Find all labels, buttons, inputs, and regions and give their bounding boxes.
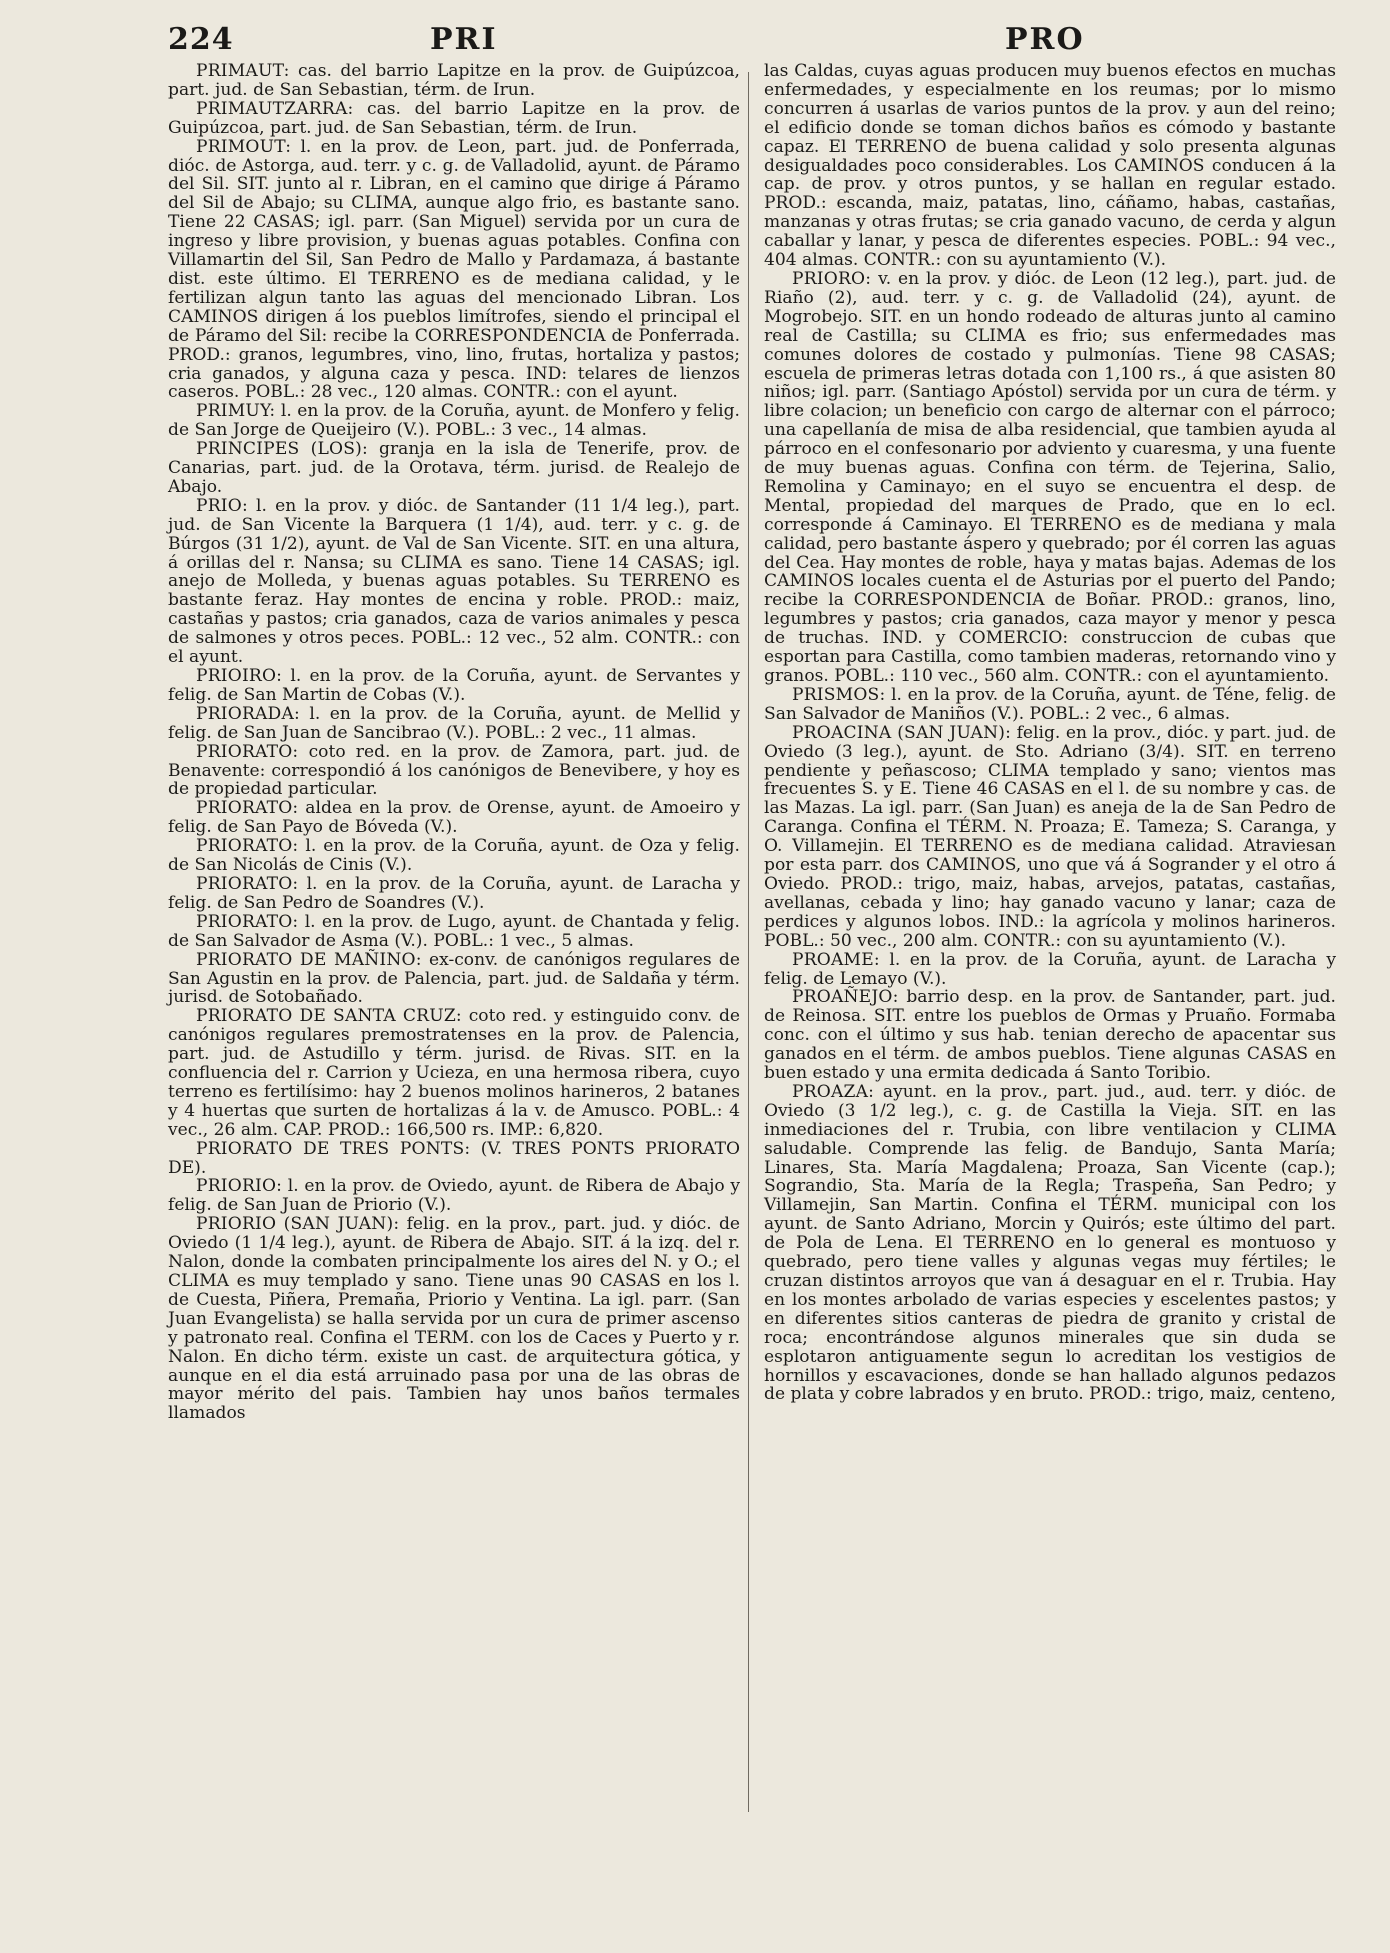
entry-headword: PRIMAUTZARRA: [196, 98, 354, 119]
entry-headword: PRIORATO DE MAÑINO: [196, 949, 422, 970]
left-column [168, 62, 740, 1423]
entry-text: ayunt. en la prov., part. jud., aud. terr. y dióc. de Oviedo (3 1/2 leg.), c. g. de Castilla la Vieja. SIT. en las inmediaciones del r. Trubia, con libre ventilacion y CLIMA saludable. Comprende las felig. de Bandujo, Santa María; Linares, Sta. María Magdalena; Proaza, San Vicente (cap.); Sograndio, Sta. María de la Regla; Traspeña, San Pedro; y Villamejin, San Martin. Confina el TÉRM. municipal con los ayunt. de Santo Adriano, Morcin y Quirós; este último del part. de Pola de Lena. El TERRENO en lo general es montuoso y quebrado, pero tiene valles y algunas vegas muy fértiles; le cruzan distintos arroyos que van á desaguar en el r. Trubia. Hay en los montes arbolado de varias especies y escelentes pastos; y en diferentes sitios canteras de piedra de granito y cristal de roca; encontrándose algunos minerales que sin duda se esplotaron antiguamente segun lo acreditan los vestigios de hornillos y escavaciones, donde se han hallado algunos pedazos de plata y cobre labrados y en bruto. PROD.: trigo, maiz, centeno, [764, 1081, 1336, 1405]
entry-text: ex-conv. de canónigos regulares de San Agustin en la prov. de Palencia, part. jud. de Saldaña y térm. jurisd. de Sotobañado. [168, 949, 740, 1008]
entry-headword: PRIORATO: [196, 741, 299, 762]
entry-text: l. en la prov. de la Coruña, ayunt. de Servantes y felig. de San Martin de Cobas (V.). [168, 666, 740, 705]
entry-text: l. en la prov. de Oviedo, ayunt. de Ribera de Abajo y felig. de San Juan de Priorio (V.). [168, 1176, 740, 1216]
entry [168, 1177, 740, 1215]
entry-headword: PRIORATO DE SANTA CRUZ: [196, 1006, 462, 1027]
page-header [0, 22, 1390, 58]
entry-text: aldea en la prov. de Orense, ayunt. de Amoeiro y felig. de San Payo de Bóveda (V.). [168, 798, 740, 838]
entry-headword: PROACINA (SAN JUAN): [792, 722, 1012, 743]
entry [168, 913, 740, 951]
page-number: 224 [168, 22, 234, 57]
entry-text: l. en la prov. de la Coruña, ayunt. de Monfero y felig. de San Jorge de Queijeiro (V.). POBL.: 3 vec., 14 almas. [168, 401, 740, 441]
entry [168, 705, 740, 743]
entry [168, 100, 740, 138]
entry [168, 1007, 740, 1139]
entry [168, 440, 740, 497]
entry [168, 667, 740, 705]
entry-headword: PRIORIO: [196, 1176, 283, 1197]
entry [168, 62, 740, 100]
entry-headword: PRIMUY: [196, 401, 276, 422]
entry-text: las Caldas, cuyas aguas producen muy buenos efectos en muchas enfermedades, y especialmente en los reumas; por lo mismo concurren á usarlas de varios puntos de la prov. y aun del reino; el edificio donde se toman dichos baños es cómodo y bastante capaz. El TERRENO de buena calidad y solo presenta algunas desigualdades poco considerables. Los CAMINOS conducen á la cap. de prov. y otros puntos, y se hallan en regular estado. PROD.: escanda, maiz, patatas, lino, cáñamo, habas, castañas, manzanas y otras frutas; se cria ganado vacuno, de cerda y algun caballar y lanar, y pesca de diferentes especies. POBL.: 94 vec., 404 almas. CONTR.: con su ayuntamiento (V.). [764, 61, 1336, 271]
entry [168, 875, 740, 913]
entry-headword: PRIORATO: [196, 873, 299, 894]
entry-text: (V. TRES PONTS PRIORATO DE). [168, 1138, 740, 1178]
entry-text: l. en la prov. de la Coruña, ayunt. de Laracha y felig. de Lemayo (V.). [764, 949, 1336, 989]
entry-text: l. en la prov. de Lugo, ayunt. de Chantada y felig. de San Salvador de Asma (V.). POBL.: 1 vec., 5 almas. [168, 911, 740, 951]
entry [168, 837, 740, 875]
entry-headword: PRIMAUT: [196, 61, 290, 81]
entry-text: v. en la prov. y dióc. de Leon (12 leg.), part. jud. de Riaño (2), aud. terr. y c. g. de Valladolid (24), ayunt. de Mogrobejo. SIT. en un hondo rodeado de alturas junto al camino real de Castilla; su CLIMA es frio; sus enfermedades mas comunes dolores de costado y pulmonías. Tiene 98 CASAS; escuela de primeras letras dotada con 1,100 rs., á que asisten 80 niños; igl. parr. (Santiago Apóstol) servida por un cura de térm. y libre colacion; un beneficio con cargo de alternar con el párroco; una capellanía de misa de alba residencial, que tambien ayuda al párroco en el confesonario por adviento y cuaresma, y una fuente de muy buenas aguas. Confina con térm. de Tejerina, Salio, Remolina y Caminayo; en el suyo se encuentra el desp. de Mental, propiedad del marques de Prado, que en lo ecl. corresponde á Caminayo. El TERRENO es de mediana y mala calidad, pero bastante áspero y quebrado; por él corren las aguas del Cea. Hay montes de roble, haya y matas bajas. Ademas de los CAMINOS locales cuenta el de Asturias por el puerto del Pando; recibe la CORRESPONDENCIA de Boñar. PROD.: granos, lino, legumbres y pastos; cria ganados, caza mayor y menor y pesca de truchas. IND. y COMERCIO: construccion de cubas que esportan para Castilla, como tambien maderas, retornando vino y granos. POBL.: 110 vec., 560 alm. CONTR.: con el ayuntamiento. [764, 268, 1336, 686]
entry-text: felig. en la prov., dióc. y part. jud. de Oviedo (3 leg.), ayunt. de Sto. Adriano (3/4). SIT. en terreno pendiente y peñascoso; CLIMA templado y sano; vientos mas frecuentes S. y E. Tiene 46 CASAS en el l. de su nombre y cas. de las Mazas. La igl. parr. (San Juan) es aneja de la de San Pedro de Caranga. Confina el TÉRM. N. Proaza; E. Tameza; S. Caranga, y O. Villamejin. El TERRENO es de mediana calidad. Atraviesan por esta parr. dos CAMINOS, uno que vá á Sogrander y el otro á Oviedo. PROD.: trigo, maiz, habas, arvejos, patatas, castañas, avellanas, cebada y lino; hay ganado vacuno y lanar; caza de perdices y algunos lobos. IND.: la agrícola y molinos harineros. POBL.: 50 vec., 200 alm. CONTR.: con su ayuntamiento (V.). [764, 722, 1337, 951]
entry [168, 138, 740, 403]
entry [168, 497, 740, 667]
entry-headword: PRIORO: [792, 268, 872, 289]
entry-headword: PRISMOS: [792, 684, 886, 705]
entry [764, 951, 1336, 989]
entry [168, 402, 740, 440]
entry [168, 799, 740, 837]
entry-text: barrio desp. en la prov. de Santander, part. jud. de Reinosa. SIT. entre los pueblos de Ormas y Pruaño. Formaba conc. con el último y sus hab. tenian derecho de apacentar sus ganados en el térm. de ambos pueblos. Tiene algunas CASAS en buen estado y una ermita dedicada á Santo Toribio. [764, 987, 1336, 1084]
entry-text: cas. del barrio Lapitze en la prov. de Guipúzcoa, part. jud. de San Sebastian, térm. de Irun. [168, 98, 740, 138]
entry [168, 1215, 740, 1423]
entry-headword: PRIORIO (SAN JUAN): [196, 1214, 400, 1235]
right-running-head: PRO [1005, 22, 1085, 57]
entry [168, 743, 740, 800]
entry-continuation [764, 62, 1336, 270]
entry-text: l. en la prov. de la Coruña, ayunt. de Laracha y felig. de San Pedro de Soandres (V.). [168, 873, 740, 913]
entry [764, 1083, 1336, 1404]
entry-headword: PRIORATO: [196, 836, 299, 857]
entry [168, 951, 740, 1008]
right-column [764, 62, 1336, 1404]
entry-headword: PRIO: [196, 495, 248, 516]
entry-text: cas. del barrio Lapitze en la prov. de Guipúzcoa, part. jud. de San Sebastian, térm. de Irun. [168, 61, 740, 100]
entry-text: l. en la prov. de la Coruña, ayunt. de Mellid y felig. de San Juan de Sancibrao (V.). POBL.: 2 vec., 11 almas. [168, 703, 740, 743]
entry-headword: PRIORATO DE TRES PONTS: [196, 1138, 471, 1159]
entry-headword: PRIORATO: [196, 798, 299, 819]
entry-text: granja en la isla de Tenerife, prov. de Canarias, part. jud. de la Orotava, térm. jurisd. de Realejo de Abajo. [168, 439, 740, 497]
entry [764, 270, 1336, 686]
entry-headword: PROAZA: [792, 1081, 875, 1102]
entry-text: felig. en la prov., part. jud. y dióc. de Oviedo (1 1/4 leg.), ayunt. de Ribera de Abajo. SIT. á la izq. del r. Nalon, donde la combaten principalmente los aires del N. y O.; el CLIMA es muy templado y sano. Tiene unas 90 CASAS en los l. de Cuesta, Piñera, Premaña, Priorio y Ventina. La igl. parr. (San Juan Evangelista) se halla servida por un cura de primer ascenso y patronato real. Confina el TERM. con los de Caces y Puerto y r. Nalon. En dicho térm. existe un cast. de arquitectura gótica, y aunque en el dia está arruinado pasa por una de las obras de mayor mérito del pais. Tambien hay unos baños termales llamados [168, 1214, 740, 1424]
entry-text: l. en la prov. de la Coruña, ayunt. de Oza y felig. de San Nicolás de Cinis (V.). [168, 836, 740, 876]
entry-text: coto red. en la prov. de Zamora, part. jud. de Benavente: correspondió á los canónigos de Benevibere, y hoy es de propiedad particular. [168, 741, 740, 800]
entry-text: l. en la prov. de la Coruña, ayunt. de Téne, felig. de San Salvador de Maniños (V.). POBL.: 2 vec., 6 almas. [764, 684, 1336, 724]
entry [764, 724, 1336, 951]
entry [764, 686, 1336, 724]
entry-headword: PRIMOUT: [196, 136, 292, 157]
entry [168, 1140, 740, 1178]
entry [764, 988, 1336, 1083]
entry-text: l. en la prov. y dióc. de Santander (11 1/4 leg.), part. jud. de San Vicente la Barquera (1 1/4), aud. terr. y c. g. de Búrgos (31 1/2), ayunt. de Val de San Vicente. SIT. en una altura, á orillas del r. Nansa; su CLIMA es sano. Tiene 14 CASAS; igl. anejo de Molleda, y buenas aguas potables. Su TERRENO es bastante feraz. Hay montes de encina y roble. PROD.: maiz, castañas y pastos; cria ganados, caza de varios animales y pesca de salmones y otros peces. POBL.: 12 vec., 52 alm. CONTR.: con el ayunt. [168, 495, 740, 668]
entry-headword: PRIOIRO: [196, 666, 283, 686]
left-running-head: PRI [430, 22, 498, 57]
entry-headword: PROAÑEJO: [792, 987, 899, 1008]
entry-text: l. en la prov. de Leon, part. jud. de Ponferrada, dióc. de Astorga, aud. terr. y c. g. de Valladolid, ayunt. de Páramo del Sil. SIT. junto al r. Libran, en el camino que dirige á Páramo del Sil de Abajo; su CLIMA, aunque algo frio, es bastante sano. Tiene 22 CASAS; igl. parr. (San Miguel) servida por un cura de ingreso y libre provision, y buenas aguas potables. Confina con Villamartin del Sil, San Pedro de Mallo y Pardamaza, á bastante dist. este último. El TERRENO es de mediana calidad, y le fertilizan algun tanto las aguas del mencionado Libran. Los CAMINOS dirigen á los pueblos limítrofes, siendo el principal el de Páramo del Sil: recibe la CORRESPONDENCIA de Ponferrada. PROD.: granos, legumbres, vino, lino, frutas, hortaliza y pastos; cria ganados, y alguna caza y pesca. IND: telares de lienzos caseros. POBL.: 28 vec., 120 almas. CONTR.: con el ayunt. [168, 136, 740, 403]
entry-headword: PRIORADA: [196, 703, 300, 724]
entry-text: coto red. y estinguido conv. de canónigos regulares premostratenses en la prov. de Palencia, part. jud. de Astudillo y térm. jurisd. de Rivas. SIT. en la confluencia del r. Carrion y Ucieza, en una hermosa ribera, cuyo terreno es fertilísimo: hay 2 buenos molinos harineros, 2 batanes y 4 huertas que surten de hortalizas á la v. de Amusco. POBL.: 4 vec., 26 alm. CAP. PROD.: 166,500 rs. IMP.: 6,820. [168, 1006, 741, 1140]
column-divider [748, 72, 749, 1812]
entry-headword: PRINCIPES (LOS): [196, 439, 368, 460]
entry-headword: PROAME: [792, 949, 880, 970]
entry-headword: PRIORATO: [196, 911, 299, 932]
